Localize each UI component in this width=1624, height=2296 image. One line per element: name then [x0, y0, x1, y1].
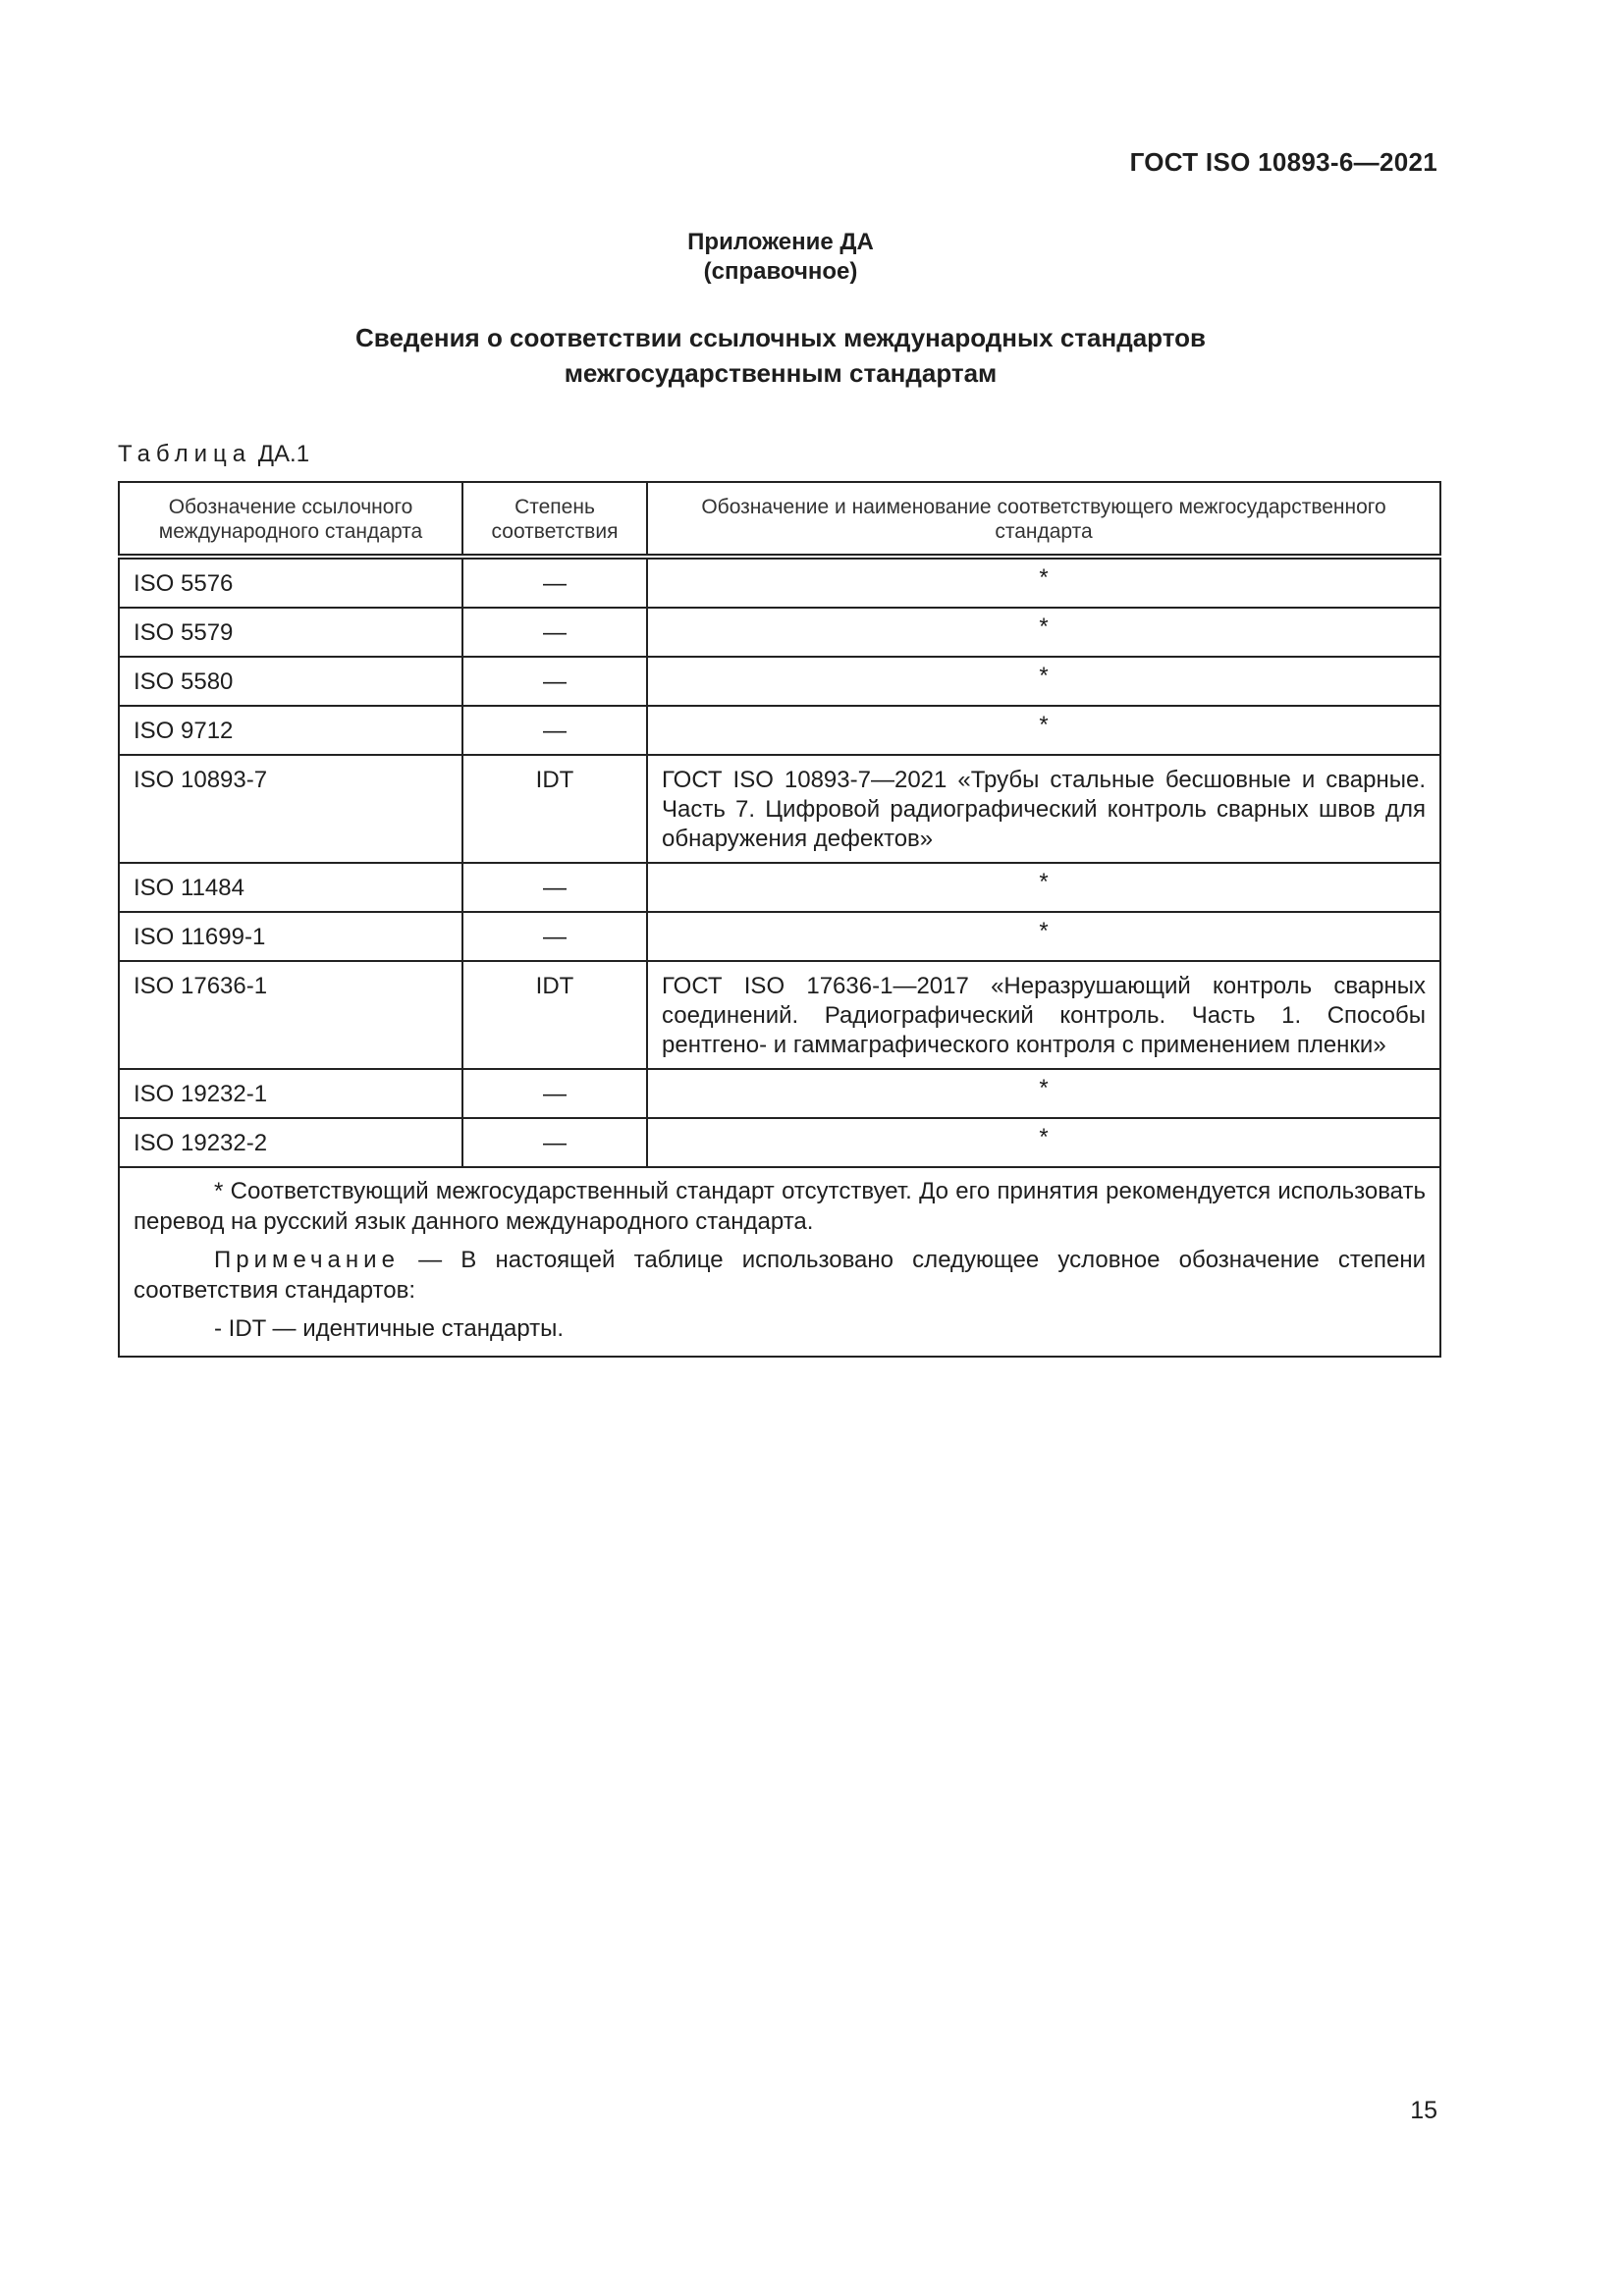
appendix-heading [0, 228, 1561, 287]
cell-name: * [647, 863, 1440, 912]
table-row [119, 1069, 1440, 1118]
table-caption-id: ДА.1 [257, 441, 310, 467]
cell-name: * [647, 1118, 1440, 1167]
section-title-line-2: межгосударственным стандартам [564, 358, 998, 388]
table-footnote-cell [119, 1167, 1440, 1357]
note-list-item: - IDT — идентичные стандарты. [214, 1315, 565, 1342]
cell-name: * [647, 706, 1440, 755]
cell-code: ISO 17636-1 [119, 961, 462, 1069]
table-row [119, 557, 1440, 608]
cell-degree: — [462, 1069, 647, 1118]
table-container [118, 481, 1439, 1358]
table-caption-word: Таблица [118, 441, 252, 467]
cell-name: * [647, 912, 1440, 961]
cell-code: ISO 11484 [119, 863, 462, 912]
cell-degree: — [462, 706, 647, 755]
cell-code: ISO 9712 [119, 706, 462, 755]
cell-code: ISO 5579 [119, 608, 462, 657]
cell-code: ISO 11699-1 [119, 912, 462, 961]
column-header-degree: Степень соответствия [462, 482, 647, 557]
table-row [119, 657, 1440, 706]
table-row [119, 755, 1440, 863]
note-label: Примечание [214, 1247, 400, 1273]
cell-code: ISO 10893-7 [119, 755, 462, 863]
appendix-subtitle: (справочное) [703, 258, 858, 285]
cell-degree: IDT [462, 961, 647, 1069]
cell-degree: — [462, 608, 647, 657]
cell-degree: — [462, 912, 647, 961]
cell-degree: — [462, 657, 647, 706]
cell-code: ISO 5580 [119, 657, 462, 706]
cell-name: * [647, 608, 1440, 657]
table-note [134, 1245, 1426, 1306]
page-number: 15 [1410, 2097, 1437, 2124]
document-designation: ГОСТ ISO 10893-6—2021 [1129, 147, 1437, 177]
table-row [119, 608, 1440, 657]
column-header-code: Обозначение ссылочного международного стандарта [119, 482, 462, 557]
appendix-title: Приложение ДА [687, 229, 874, 255]
table-header-row [119, 482, 1440, 557]
cell-degree: — [462, 863, 647, 912]
table-footnote-row [119, 1167, 1440, 1357]
footnote-asterisk: * Соответствующий межгосударственный стандарт отсутствует. До его принятия рекомендуется использовать перевод на русский язык данного международного стандарта. [134, 1178, 1426, 1235]
cell-name: * [647, 1069, 1440, 1118]
section-title-line-1: Сведения о соответствии ссылочных международных стандартов [355, 323, 1206, 352]
table-row [119, 1118, 1440, 1167]
correspondence-table [118, 481, 1441, 1358]
table-caption [118, 441, 309, 468]
cell-name: ГОСТ ISO 17636-1—2017 «Неразрушающий контроль сварных соединений. Радиографический контроль. Часть 1. Способы рентгено- и гаммаграфического контроля с применением пленки» [647, 961, 1440, 1069]
cell-degree: — [462, 1118, 647, 1167]
cell-name: * [647, 657, 1440, 706]
table-row [119, 706, 1440, 755]
cell-code: ISO 19232-2 [119, 1118, 462, 1167]
column-header-name: Обозначение и наименование соответствующего межгосударственного стандарта [647, 482, 1440, 557]
cell-degree: — [462, 557, 647, 608]
cell-code: ISO 19232-1 [119, 1069, 462, 1118]
table-row [119, 863, 1440, 912]
cell-name: * [647, 557, 1440, 608]
note-text: — В настоящей таблице использовано следующее условное обозначение степени соответствия стандартов: [134, 1247, 1426, 1304]
table-row [119, 961, 1440, 1069]
section-title [0, 320, 1561, 391]
cell-code: ISO 5576 [119, 557, 462, 608]
cell-name: ГОСТ ISO 10893-7—2021 «Трубы стальные бесшовные и сварные. Часть 7. Цифровой радиографический контроль сварных швов для обнаружения дефектов» [647, 755, 1440, 863]
cell-degree: IDT [462, 755, 647, 863]
table-row [119, 912, 1440, 961]
